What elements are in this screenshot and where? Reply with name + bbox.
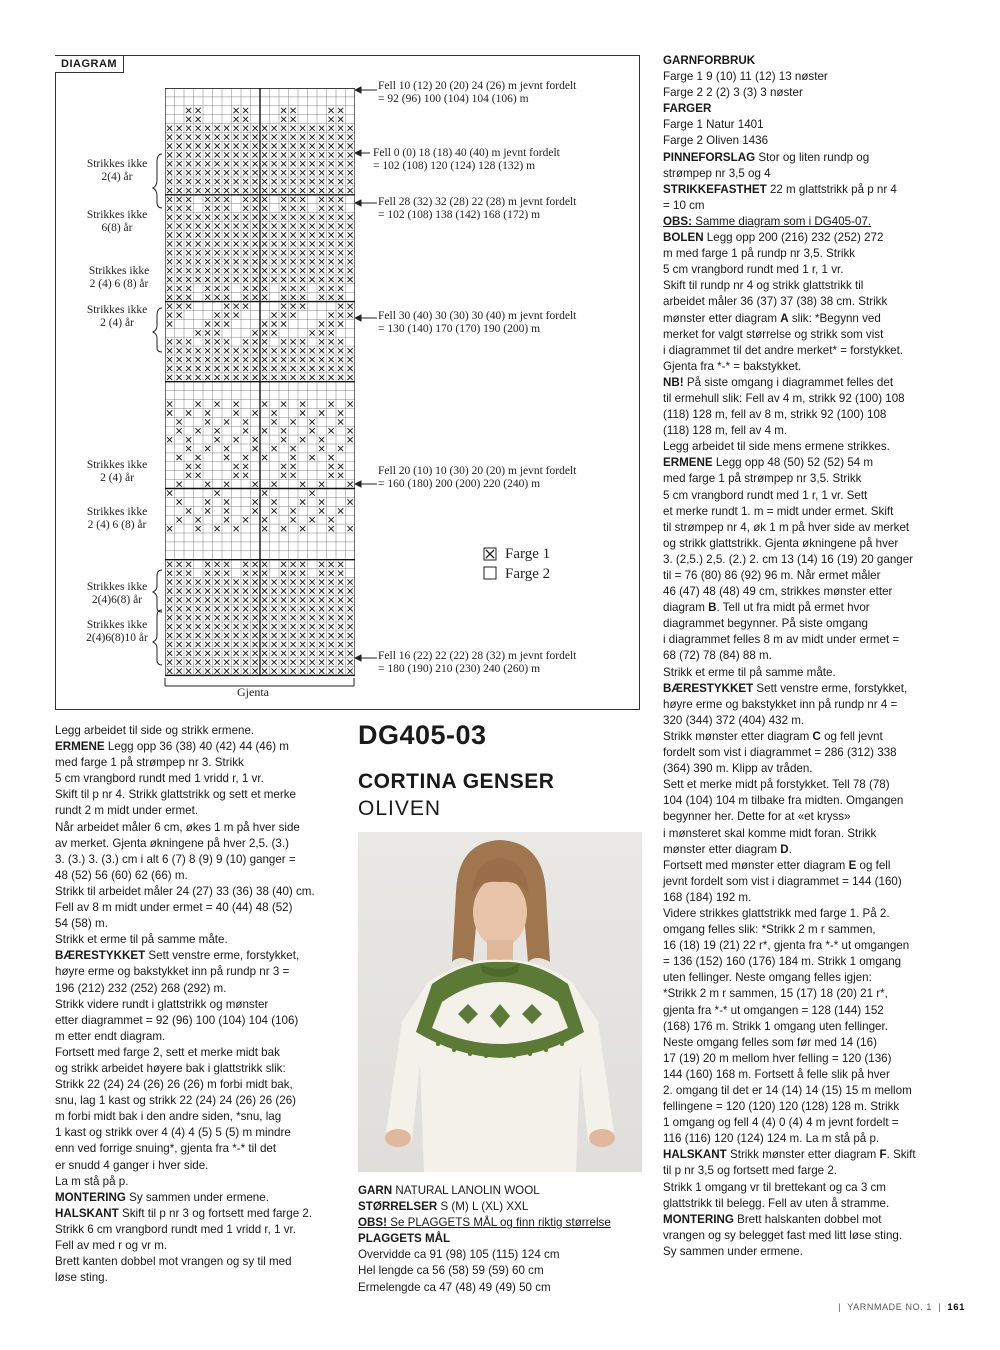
- text-run: Gjenta fra *-* = bakstykket.: [663, 359, 802, 373]
- page-number: 161: [947, 1302, 965, 1313]
- text-line: [55, 1125, 350, 1141]
- text-line: [55, 900, 350, 916]
- text-line: [663, 826, 968, 842]
- text-heading: BÆRESTYKKET: [55, 949, 146, 963]
- text-heading: ERMENE: [663, 456, 713, 470]
- text-run: 5 cm vrangbord rundt med 1 r, 1 vr.: [663, 263, 844, 277]
- text-line: [55, 1109, 350, 1125]
- text-run: arbeidet måler 36 (37) 37 (38) 38 cm. Strikk: [663, 295, 888, 309]
- text-run: m med farge 1 på rundp nr 3,5. Strikk: [663, 247, 856, 261]
- text-line: [663, 777, 968, 793]
- text-run: Farge 2 2 (2) 3 (3) 3 nøster: [663, 86, 803, 100]
- text-run: snu, lag 1 kast og strikk 22 (24) 24 (26) 26 (26): [55, 1094, 297, 1108]
- text-line: [358, 1183, 648, 1199]
- text-line: [358, 1231, 648, 1247]
- text-run: Hel lengde ca 56 (58) 59 (59) 60 cm: [358, 1264, 544, 1278]
- text-run: Strikk et erme til på samme måte.: [55, 933, 228, 947]
- text-run: Farge 2 Oliven 1436: [663, 134, 769, 148]
- right-arrows: [355, 85, 380, 675]
- text-line: [663, 1228, 968, 1244]
- text-run: 5 cm vrangbord rundt med 1 r, 1 vr. Sett: [663, 488, 868, 502]
- text-line: [663, 858, 968, 874]
- text-run: m forbi midt bak i den andre siden, *snu, lag: [55, 1110, 282, 1124]
- text-heading: MONTERING: [663, 1212, 734, 1226]
- text-run: mønster etter diagram: [663, 842, 781, 856]
- text-line: [663, 665, 968, 681]
- text-line: [663, 1244, 968, 1260]
- text-line: [663, 1212, 968, 1228]
- text-run: Ermelengde ca 47 (48) 49 (49) 50 cm: [358, 1280, 551, 1294]
- text-run: Strikk 6 cm vrangbord rundt med 1 vridd r, 1 vr.: [55, 1222, 296, 1236]
- text-line: [663, 986, 968, 1002]
- text-line: [55, 948, 350, 964]
- text-line: [663, 150, 968, 166]
- text-run: Farge 1 9 (10) 11 (12) 13 nøster: [663, 70, 828, 84]
- text-line: [663, 278, 968, 294]
- text-run: 48 (52) 56 (60) 62 (66) m.: [55, 868, 188, 882]
- text-line: [358, 1199, 648, 1215]
- text-run: Når arbeidet måler 6 cm, økes 1 m på hver side: [55, 820, 300, 834]
- text-line: [663, 1115, 968, 1131]
- text-heading: B: [708, 601, 717, 615]
- sweater-illustration: [358, 832, 642, 1172]
- text-line: [663, 1147, 968, 1163]
- text-run: etter diagrammet = 92 (96) 100 (104) 104 (106): [55, 1013, 299, 1027]
- text-line: [663, 471, 968, 487]
- knitting-chart-grid: [165, 88, 355, 678]
- right-note: Fell 0 (0) 18 (18) 40 (40) m jevnt fordelt = 102 (108) 120 (124) 128 (132) m: [373, 147, 560, 172]
- text-heading: GARNFORBRUK: [663, 54, 756, 67]
- text-run: i diagrammet felles 8 m av midt under ermet =: [663, 633, 900, 647]
- text-run: Brett kanten dobbel mot vrangen og sy til med: [55, 1255, 292, 1269]
- left-braces: [152, 100, 166, 680]
- text-line: [663, 1196, 968, 1212]
- text-line: [663, 681, 968, 697]
- text-run: diagram: [663, 601, 709, 615]
- text-heading: ERMENE: [55, 740, 105, 754]
- text-run: og fell: [856, 858, 891, 872]
- text-run: 3. (2,5.) 2,5. (2.) 2. cm 13 (14) 16 (19) 20 ganger: [663, 552, 914, 566]
- text-line: [55, 868, 350, 884]
- text-line: [663, 166, 968, 182]
- text-run: og fell jevnt: [820, 729, 883, 743]
- text-line: [663, 343, 968, 359]
- text-run: Videre strikkes glattstrikk med farge 1. På 2.: [663, 906, 890, 920]
- text-line: [358, 1215, 648, 1231]
- text-run: 320 (344) 372 (404) 432 m.: [663, 713, 805, 727]
- text-line: [663, 1099, 968, 1115]
- text-run: fordelt som vist i diagrammet = 286 (312) 338: [663, 746, 897, 760]
- text-run: På siste omgang i diagrammet felles det: [683, 375, 894, 389]
- text-line: [663, 954, 968, 970]
- text-line: [663, 1035, 968, 1051]
- text-heading: STRIKKEFASTHET: [663, 182, 767, 196]
- right-note: Fell 10 (12) 20 (20) 24 (26) m jevnt fordelt = 92 (96) 100 (104) 104 (106) m: [378, 80, 577, 105]
- text-line: [663, 970, 968, 986]
- text-run: 2. omgang til det er 14 (14) 14 (15) 15 m mellom: [663, 1084, 912, 1097]
- text-run: 17 (19) 20 m mellom hver felling = 120 (136): [663, 1051, 892, 1065]
- text-line: [55, 852, 350, 868]
- left-note: Strikkes ikke 2 (4) år: [86, 304, 148, 329]
- left-instructions: [55, 723, 350, 1286]
- text-run: Brett halskanten dobbel mot: [733, 1212, 882, 1226]
- text-line: [55, 755, 350, 771]
- text-heading: BÆRESTYKKET: [663, 681, 754, 695]
- text-run: 1 kast og strikk over 4 (4) 4 (5) 5 (5) m mindre: [55, 1126, 291, 1140]
- text-run: m etter endt diagram.: [55, 1029, 166, 1043]
- text-line: [663, 133, 968, 149]
- text-line: [663, 1051, 968, 1067]
- text-line: [663, 182, 968, 198]
- text-run: Fortsett med farge 2, sett et merke midt bak: [55, 1045, 280, 1059]
- text-run: Legg arbeidet til side og strikk ermene.: [55, 724, 255, 737]
- text-line: [55, 884, 350, 900]
- text-run: Sy sammen under ermene.: [663, 1244, 803, 1258]
- text-line: [358, 1263, 648, 1279]
- text-heading: PLAGGETS MÅL: [358, 1232, 451, 1246]
- text-line: [55, 1158, 350, 1174]
- text-line: [663, 214, 968, 230]
- text-line: [55, 1222, 350, 1238]
- text-run: S (M) L (XL) XXL: [437, 1200, 529, 1214]
- text-line: [663, 327, 968, 343]
- text-run: .: [788, 842, 792, 856]
- text-run: Samme diagram som i DG405-07.: [691, 214, 872, 228]
- text-line: [663, 69, 968, 85]
- text-line: [663, 488, 968, 504]
- text-line: [55, 932, 350, 948]
- text-run: 116 (116) 120 (124) 124 m. La m stå på p.: [663, 1132, 880, 1146]
- text-run: La m stå på p.: [55, 1174, 129, 1188]
- text-run: Legg arbeidet til side mens ermene strikkes.: [663, 440, 890, 454]
- text-line: [55, 1254, 350, 1270]
- text-run: Se PLAGGETS MÅL og finn riktig størrelse: [386, 1216, 611, 1230]
- text-run: Skift til p nr 3 og fortsett med farge 2.: [118, 1206, 313, 1220]
- text-line: [663, 729, 968, 745]
- text-run: 68 (72) 78 (84) 88 m.: [663, 649, 772, 663]
- text-run: merket for valgt størrelse og strikk som vist: [663, 327, 884, 341]
- text-line: [663, 584, 968, 600]
- text-line: [55, 1077, 350, 1093]
- text-line: [663, 294, 968, 310]
- text-run: løse sting.: [55, 1271, 108, 1285]
- text-line: [55, 1045, 350, 1061]
- text-run: med farge 1 på strømpep nr 3,5. Strikk: [663, 472, 862, 486]
- text-run: Strikk mønster etter diagram: [663, 729, 813, 743]
- text-line: [663, 1067, 968, 1083]
- text-run: 3. (3.) 3. (3.) cm i alt 6 (7) 8 (9) 9 (10) ganger =: [55, 852, 296, 866]
- text-heading: HALSKANT: [663, 1148, 727, 1162]
- text-run: til p nr 3,5 og fortsett med farge 2.: [663, 1164, 837, 1178]
- text-heading: STØRRELSER: [358, 1200, 438, 1214]
- text-line: [663, 842, 968, 858]
- text-run: Fell av 8 m midt under ermet = 40 (44) 48 (52): [55, 901, 293, 915]
- text-run: og strikk arbeidet høyere bak i glattstrikk slik:: [55, 1061, 286, 1075]
- text-line: [663, 1180, 968, 1196]
- text-run: Sett et merke midt på forstykket. Tell 78 (78): [663, 778, 890, 792]
- text-run: (118) 128 m, fell av 4 m.: [663, 424, 788, 438]
- right-instructions: [663, 53, 968, 1260]
- text-run: Strikk et erme til på samme måte.: [663, 665, 836, 679]
- text-line: [663, 552, 968, 568]
- text-run: Skift til rundp nr 4 og strikk glattstrikk til: [663, 279, 864, 293]
- pattern-code: DG405-03: [358, 720, 487, 750]
- left-note: Strikkes ikke 2(4) år: [86, 158, 148, 183]
- text-line: [663, 262, 968, 278]
- left-note: Strikkes ikke 2 (4) år: [86, 459, 148, 484]
- text-run: (118) 128 m, fell av 8 m, strikk 92 (100) 108: [663, 408, 887, 422]
- right-note: Fell 16 (22) 22 (22) 28 (32) m jevnt fordelt = 180 (190) 210 (230) 240 (260) m: [378, 650, 577, 675]
- text-run: et merke rundt 1. m = midt under ermet. Skift: [663, 504, 894, 518]
- text-heading: A: [780, 311, 789, 325]
- text-line: [358, 1247, 648, 1263]
- text-line: [663, 504, 968, 520]
- legend-color2: Farge 2: [505, 566, 551, 582]
- text-run: 196 (212) 232 (252) 268 (292) m.: [55, 981, 227, 995]
- text-run: begynner her. Dette for at «et kryss»: [663, 810, 851, 824]
- text-run: til = 76 (80) 86 (92) 96 m. Når ermet måler: [663, 569, 881, 582]
- text-line: [663, 117, 968, 133]
- text-line: [663, 906, 968, 922]
- text-run: av merket. Gjenta økningene på hver 2,5. (3.): [55, 836, 289, 850]
- text-run: enn ved forrige snuing*, gjenta fra *-* til det: [55, 1142, 277, 1156]
- text-line: [663, 938, 968, 954]
- text-run: . Tell ut fra midt på ermet hvor: [716, 601, 870, 615]
- text-line: [663, 616, 968, 632]
- text-run: Strikk mønster etter diagram: [726, 1148, 880, 1162]
- text-run: vrangen og sy belegget fast med litt løse sting.: [663, 1228, 903, 1242]
- text-run: Strikk videre rundt i glattstrikk og mønster: [55, 997, 269, 1011]
- text-line: [663, 53, 968, 69]
- right-note: Fell 30 (40) 30 (30) 30 (40) m jevnt fordelt = 130 (140) 170 (170) 190 (200) m: [378, 310, 577, 335]
- text-line: [55, 1141, 350, 1157]
- text-run: Sett venstre erme, forstykket,: [753, 681, 908, 695]
- text-line: [663, 1163, 968, 1179]
- text-line: [663, 423, 968, 439]
- text-run: Sett venstre erme, forstykket,: [145, 949, 300, 963]
- text-run: fellingene = 120 (120) 120 (128) 128 m. Strikk: [663, 1100, 900, 1114]
- page-footer: | YARNMADE NO. 1 | 161: [838, 1302, 965, 1313]
- text-line: [663, 1083, 968, 1099]
- text-heading: PINNEFORSLAG: [663, 150, 756, 164]
- text-line: [663, 101, 968, 117]
- text-run: 104 (104) 104 m tilbake fra midten. Omgangen: [663, 794, 904, 808]
- text-line: [663, 745, 968, 761]
- text-line: [55, 836, 350, 852]
- text-line: [663, 922, 968, 938]
- text-line: [55, 1174, 350, 1190]
- left-note: Strikkes ikke 6(8) år: [86, 209, 148, 234]
- text-run: Stor og liten rundp og: [755, 150, 870, 164]
- text-run: 168 (184) 192 m.: [663, 890, 752, 904]
- text-line: [663, 568, 968, 584]
- text-run: = 136 (152) 160 (176) 184 m. Strikk 1 omgang: [663, 955, 902, 969]
- text-line: [55, 820, 350, 836]
- text-line: [663, 391, 968, 407]
- text-line: [55, 964, 350, 980]
- text-line: [663, 874, 968, 890]
- text-run: til ermehull slik: Fell av 4 m, strikk 92 (100) 108: [663, 391, 905, 405]
- text-line: [55, 997, 350, 1013]
- text-run: Legg opp 36 (38) 40 (42) 44 (46) m: [104, 740, 289, 754]
- text-line: [663, 85, 968, 101]
- text-heading: OBS:: [663, 214, 692, 228]
- text-line: [663, 455, 968, 471]
- text-run: 22 m glattstrikk på p nr 4: [766, 182, 897, 196]
- text-line: [663, 809, 968, 825]
- text-run: uten fellinger. Neste omgang felles igjen:: [663, 971, 872, 985]
- text-line: [663, 246, 968, 262]
- text-heading: E: [848, 858, 857, 872]
- text-line: [663, 359, 968, 375]
- text-run: Sy sammen under ermene.: [125, 1190, 269, 1204]
- text-run: Neste omgang felles som før med 14 (16): [663, 1035, 877, 1049]
- text-line: [55, 1238, 350, 1254]
- text-run: Overvidde ca 91 (98) 105 (115) 124 cm: [358, 1248, 560, 1262]
- text-run: Fortsett med mønster etter diagram: [663, 858, 849, 872]
- text-line: [663, 761, 968, 777]
- text-line: [663, 1003, 968, 1019]
- text-run: Fell av med r og vr m.: [55, 1239, 168, 1252]
- repeat-label: Gjenta: [237, 685, 269, 699]
- text-run: 5 cm vrangbord rundt med 1 vridd r, 1 vr.: [55, 772, 264, 786]
- text-line: [55, 1061, 350, 1077]
- text-run: Skift til p nr 4. Strikk glattstrikk og sett et merke: [55, 788, 296, 802]
- text-line: [663, 407, 968, 423]
- right-note: Fell 20 (10) 10 (30) 20 (20) m jevnt fordelt = 160 (180) 200 (200) 220 (240) m: [378, 465, 577, 490]
- legend-color1: Farge 1: [505, 546, 551, 562]
- pattern-title: CORTINA GENSER: [358, 770, 555, 793]
- text-line: [55, 787, 350, 803]
- text-run: Strikk 1 omgang vr til brettekant og ca 3 cm: [663, 1180, 886, 1194]
- text-run: mønster etter diagram: [663, 311, 781, 325]
- text-run: omgang felles slik: *Strikk 2 m r sammen,: [663, 923, 876, 937]
- text-run: Legg opp 48 (50) 52 (52) 54 m: [712, 456, 874, 470]
- text-line: [663, 439, 968, 455]
- text-line: [55, 771, 350, 787]
- text-line: [55, 739, 350, 755]
- text-run: Farge 1 Natur 1401: [663, 118, 764, 132]
- text-run: 46 (47) 48 (48) 49 cm, strikkes mønster etter: [663, 585, 893, 599]
- text-line: [663, 311, 968, 327]
- text-run: (168) 176 m. Strikk 1 omgang uten fellinger.: [663, 1019, 888, 1033]
- text-run: 16 (18) 19 (21) 22 r*, gjenta fra *-* ut omgangen: [663, 939, 910, 953]
- yarn-info: [358, 1183, 648, 1296]
- text-run: slik: *Begynn ved: [788, 311, 881, 325]
- text-line: [663, 1131, 968, 1147]
- text-run: diagrammet begynner. På siste omgang: [663, 617, 868, 631]
- text-run: Strikk 22 (24) 24 (26) 26 (26) m forbi midt bak,: [55, 1078, 293, 1092]
- text-line: [55, 1270, 350, 1286]
- text-line: [663, 890, 968, 906]
- text-line: [663, 600, 968, 616]
- model-photo: [358, 832, 642, 1172]
- text-line: [55, 803, 350, 819]
- text-heading: FARGER: [663, 102, 712, 116]
- text-run: rundt 2 m midt under ermet.: [55, 804, 199, 818]
- text-heading: OBS!: [358, 1216, 387, 1230]
- text-run: gjenta fra *-* ut omgangen = 128 (144) 152: [663, 1003, 884, 1017]
- text-line: [663, 375, 968, 391]
- text-run: = 10 cm: [663, 198, 705, 212]
- pattern-color: OLIVEN: [358, 797, 442, 820]
- text-line: [663, 793, 968, 809]
- text-line: [55, 723, 350, 739]
- text-run: med farge 1 på strømpep nr 3. Strikk: [55, 756, 244, 770]
- diagram-label: DIAGRAM: [55, 56, 124, 73]
- text-run: høyre erme og bakstykket inn på rundp nr 4 =: [663, 697, 898, 711]
- text-line: [55, 1029, 350, 1045]
- text-run: i diagrammet til det andre merket* = forstykket.: [663, 343, 904, 357]
- text-line: [358, 1280, 648, 1296]
- text-heading: GARN: [358, 1184, 393, 1197]
- text-run: 1 omgang og fell 4 (4) 0 (4) 4 m jevnt fordelt =: [663, 1116, 899, 1130]
- text-run: . Skift: [886, 1148, 916, 1162]
- text-run: i mønsteret skal komme midt foran. Strikk: [663, 826, 877, 840]
- left-note: Strikkes ikke 2(4)6(8) år: [86, 581, 148, 606]
- text-line: [663, 713, 968, 729]
- text-heading: HALSKANT: [55, 1206, 119, 1220]
- text-run: jevnt fordelt som vist i diagrammet = 144 (160): [663, 874, 902, 888]
- left-note: Strikkes ikke 2 (4) 6 (8) år: [86, 506, 148, 531]
- text-run: Legg opp 200 (216) 232 (252) 272: [703, 231, 884, 245]
- magazine-name: YARNMADE NO. 1: [847, 1302, 932, 1312]
- text-heading: C: [812, 729, 821, 743]
- text-heading: BOLEN: [663, 231, 704, 245]
- left-note: Strikkes ikke 2(4)6(8)10 år: [86, 619, 148, 644]
- text-run: til strømpep nr 4, øk 1 m på hver side av merket: [663, 520, 910, 534]
- left-note: Strikkes ikke 2 (4) 6 (8) år: [88, 265, 150, 290]
- text-run: 54 (58) m.: [55, 917, 108, 931]
- text-line: [663, 198, 968, 214]
- text-run: og strikk glattstrikk. Gjenta økningene på hver: [663, 536, 899, 550]
- text-line: [55, 1206, 350, 1222]
- text-run: høyre erme og bakstykket inn på rundp nr 3 =: [55, 965, 290, 979]
- text-line: [663, 632, 968, 648]
- text-run: Strikk til arbeidet måler 24 (27) 33 (36) 38 (40) cm.: [55, 884, 315, 898]
- text-heading: MONTERING: [55, 1190, 126, 1204]
- text-run: glattstrikk til belegg. Fell av uten å stramme.: [663, 1196, 890, 1210]
- text-line: [55, 1013, 350, 1029]
- text-run: *Strikk 2 m r sammen, 15 (17) 18 (20) 21 r*,: [663, 987, 888, 1001]
- text-run: er snudd 4 ganger i hver side.: [55, 1158, 209, 1172]
- text-run: 144 (160) 168 m. Fortsett å felle slik på hver: [663, 1067, 890, 1081]
- text-heading: D: [780, 842, 789, 856]
- legend-swatches: [483, 547, 497, 581]
- text-run: (364) 390 m. Klipp av tråden.: [663, 762, 813, 776]
- text-line: [55, 1093, 350, 1109]
- text-line: [663, 648, 968, 664]
- text-line: [663, 520, 968, 536]
- text-line: [55, 1190, 350, 1206]
- right-note: Fell 28 (32) 32 (28) 22 (28) m jevnt fordelt = 102 (108) 138 (142) 168 (172) m: [378, 196, 577, 221]
- text-run: strømpep nr 3,5 og 4: [663, 166, 771, 180]
- text-line: [663, 1019, 968, 1035]
- text-heading: NB!: [663, 375, 684, 389]
- text-line: [55, 981, 350, 997]
- text-run: NATURAL LANOLIN WOOL: [392, 1184, 540, 1197]
- text-line: [663, 536, 968, 552]
- text-heading: F: [879, 1148, 887, 1162]
- text-line: [663, 230, 968, 246]
- text-line: [663, 697, 968, 713]
- text-line: [55, 916, 350, 932]
